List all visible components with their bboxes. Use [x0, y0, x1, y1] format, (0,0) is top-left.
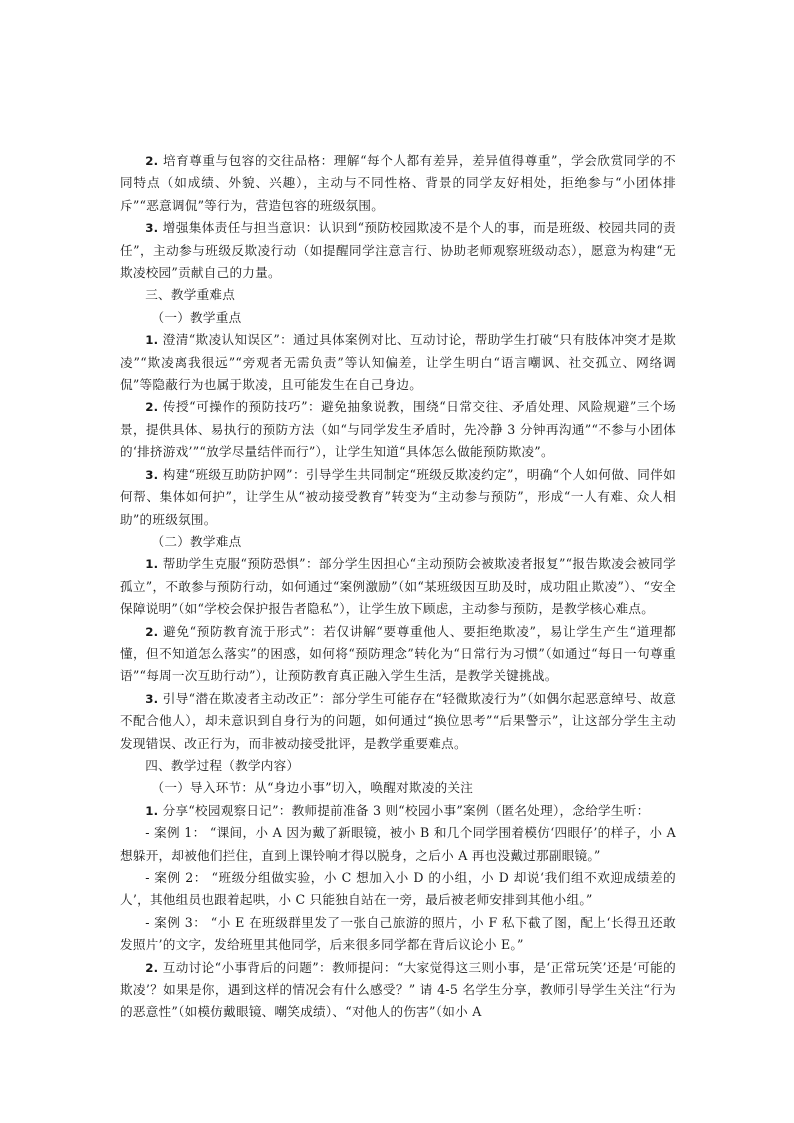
paragraph-text: 传授“可操作的预防技巧”：避免抽象说教，围绕“日常交往、矛盾处理、风险规避”三个场景，提供具体、易执行的预防方法（如“与同学发生矛盾时，先冷静 3 分钟再沟通”“不参与小团体的‘排挤游戏’”“放学尽量结伴而行”），让学生知道“具体怎么做能预防欺凌”。: [120, 399, 676, 460]
item-number: 3.: [145, 221, 159, 236]
numbered-paragraph: [120, 150, 676, 217]
numbered-paragraph: [120, 464, 676, 531]
subsection-heading: （一）导入环节：从“身边小事”切入，唤醒对欺凌的关注: [151, 780, 474, 796]
section-heading: 三、教学重难点: [145, 287, 236, 303]
case-label: - 案例 2：: [145, 870, 207, 885]
case-paragraph: [120, 867, 676, 912]
numbered-paragraph: [120, 621, 676, 688]
paragraph-text: “课间，小 A 因为戴了新眼镜，被小 B 和几个同学围着模仿‘四眼仔’的样子，小 A 想躲开，却被他们拦住，直到上课铃响才得以脱身，之后小 A 再也没戴过那副眼镜。”: [120, 825, 676, 863]
paragraph-text: 避免“预防教育流于形式”：若仅讲解“要尊重他人、要拒绝欺凌”，易让学生产生“道理都懂，但不知道怎么落实”的困惑，如何将“预防理念”转化为“日常行为习惯”（如通过“每日一句尊重语”“每周一次互助行动”），让预防教育真正融入学生生活，是教学关键挑战。: [120, 623, 676, 684]
numbered-paragraph: [120, 217, 676, 284]
numbered-paragraph: [120, 957, 676, 1024]
item-number: 2.: [145, 960, 159, 975]
item-number: 1.: [145, 803, 159, 818]
case-label: - 案例 1：: [145, 825, 206, 841]
case-paragraph: [120, 822, 676, 867]
paragraph-text: 帮助学生克服“预防恐惧”：部分学生因担心“主动预防会被欺凌者报复”“报告欺凌会被同学孤立”，不敢参与预防行动，如何通过“案例激励”（如“某班级因互助及时，成功阻止欺凌”）、“安全保障说明”（如“学校会保护报告者隐私”），让学生放下顾虑，主动参与预防，是教学核心难点。: [120, 556, 676, 617]
paragraph-text: 培育尊重与包容的交往品格：理解“每个人都有差异，差异值得尊重”，学会欣赏同学的不同特点（如成绩、外貌、兴趣），主动与不同性格、背景的同学友好相处，拒绝参与“小团体排斥”“恶意调侃”等行为，营造包容的班级氛围。: [120, 153, 676, 213]
numbered-paragraph: [120, 688, 676, 755]
item-number: 1.: [145, 333, 159, 348]
paragraph-text: “小 E 在班级群里发了一张自己旅游的照片，小 F 私下截了图，配上‘长得丑还敢发照片’的文字，发给班里其他同学，后来很多同学都在背后议论小 E。”: [120, 914, 676, 953]
numbered-paragraph: [120, 553, 676, 620]
case-paragraph: [120, 912, 676, 957]
paragraph-text: 增强集体责任与担当意识：认识到“预防校园欺凌不是个人的事，而是班级、校园共同的责任”，主动参与班级反欺凌行动（如提醒同学注意言行、协助老师观察班级动态），愿意为构建“无欺凌校园”贡献自己的力量。: [120, 220, 676, 281]
item-number: 2.: [145, 400, 159, 415]
document-page: [120, 150, 676, 1024]
paragraph-text: 澄清“欺凌认知误区”：通过具体案例对比、互动讨论，帮助学生打破“只有肢体冲突才是欺凌”“欺凌离我很远”“旁观者无需负责”等认知偏差，让学生明白“语言嘲讽、社交孤立、网络调侃”等隐蔽行为也属于欺凌，且可能发生在自己身边。: [120, 332, 676, 393]
item-number: 2.: [145, 154, 159, 168]
item-number: 2.: [145, 624, 159, 639]
numbered-paragraph: [120, 800, 676, 822]
paragraph-text: 构建“班级互助防护网”：引导学生共同制定“班级反欺凌约定”，明确“个人如何做、同伴如何帮、集体如何护”，让学生从“被动接受教育”转变为“主动参与预防”，形成“一人有难、众人相助”的班级氛围。: [120, 466, 676, 527]
numbered-paragraph: [120, 396, 676, 463]
numbered-paragraph: [120, 329, 676, 396]
section-heading: 四、教学过程（教学内容）: [145, 757, 300, 773]
item-number: 3.: [145, 691, 159, 706]
subsection-heading: （一）教学重点: [151, 309, 242, 325]
subsection-heading: （二）教学难点: [151, 533, 242, 549]
paragraph-text: 引导“潜在欺凌者主动改正”：部分学生可能存在“轻微欺凌行为”（如偶尔起恶意绰号、故意不配合他人），却未意识到自身行为的问题，如何通过“换位思考”“后果警示”，让这部分学生主动发现错误、改正行为，而非被动接受批评，是教学重要难点。: [120, 690, 676, 751]
paragraph-text: 互动讨论“小事背后的问题”：教师提问：“大家觉得这三则小事，是‘正常玩笑’还是‘可能的欺凌’？如果是你，遇到这样的情况会有什么感受？” 请 4-5 名学生分享，教师引导学生关注“行为的恶意性”（如模仿戴眼镜、嘲笑成绩）、“对他人的伤害”（如小 A: [120, 959, 676, 1020]
item-number: 3.: [145, 467, 159, 482]
paragraph-text: “班级分组做实验，小 C 想加入小 D 的小组，小 D 却说‘我们组不欢迎成绩差的人’，其他组员也跟着起哄，小 C 只能独自站在一旁，最后被老师安排到其他小组。”: [120, 870, 676, 908]
item-number: 1.: [145, 557, 159, 572]
case-label: - 案例 3：: [145, 914, 207, 930]
paragraph-text: 分享“校园观察日记”：教师提前准备 3 则“校园小事”案例（匿名处理），念给学生听：: [162, 802, 650, 818]
